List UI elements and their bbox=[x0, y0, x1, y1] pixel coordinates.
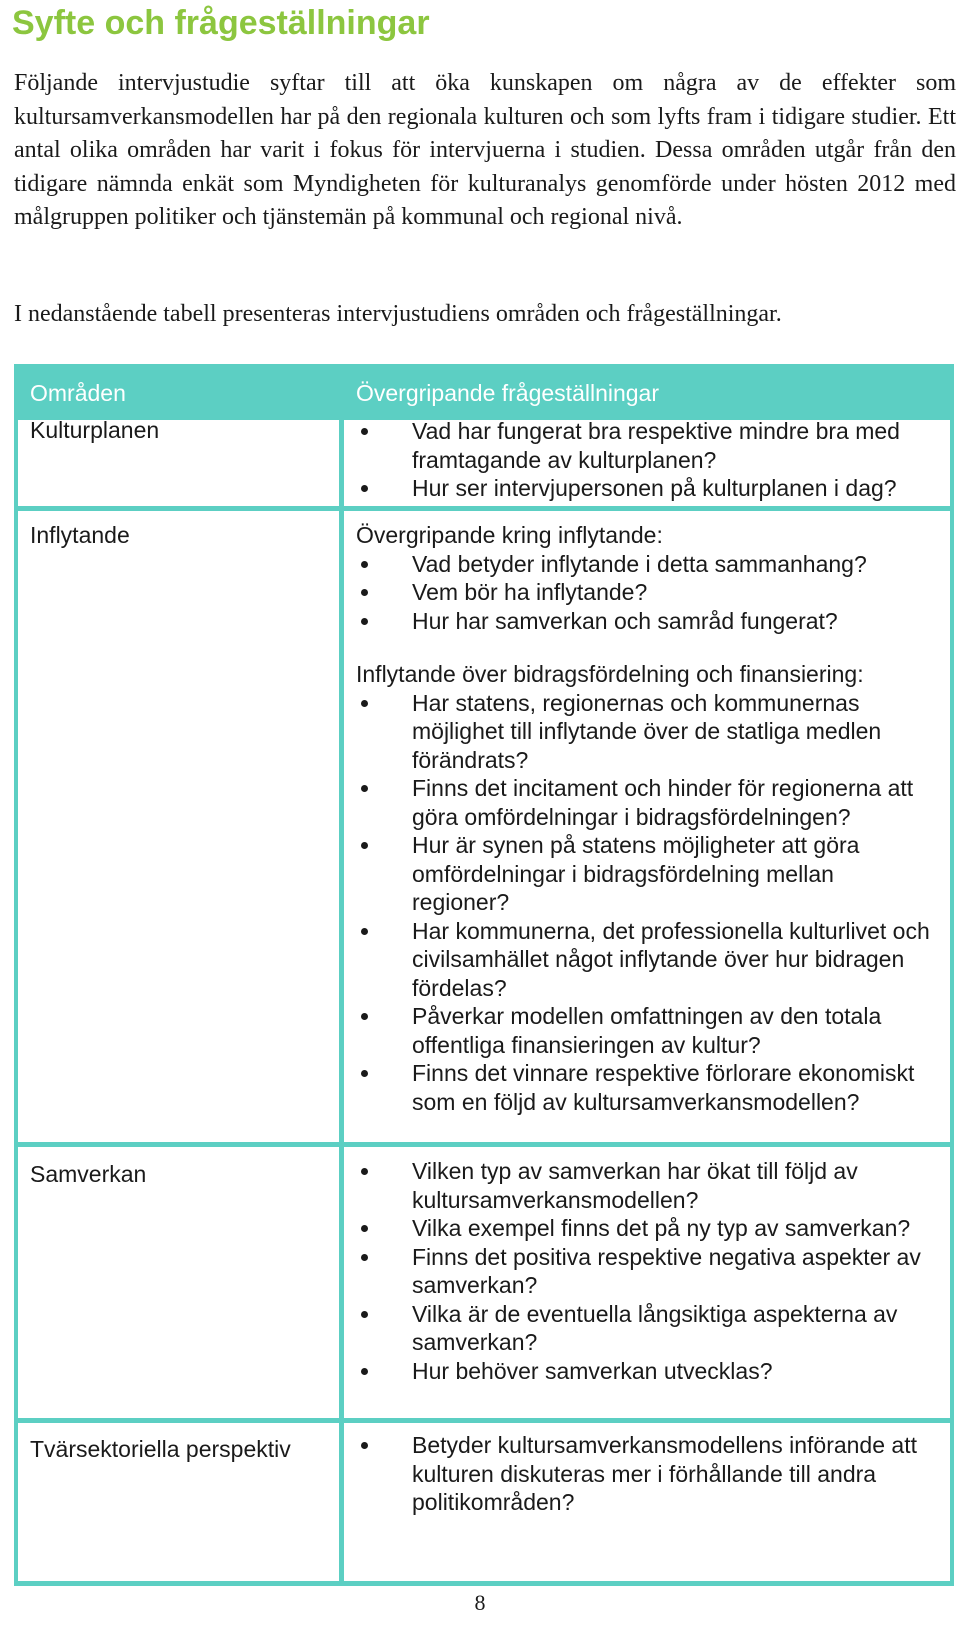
list-item: Finns det positiva respektive negativa aspekter av samverkan? bbox=[356, 1243, 936, 1300]
row-area-inflytande: Inflytande bbox=[30, 522, 130, 548]
list-item: Vilka exempel finns det på ny typ av samverkan? bbox=[356, 1214, 936, 1243]
list-item: Vem bör ha inflytande? bbox=[356, 578, 936, 607]
list-item: Vad har fungerat bra respektive mindre bra med framtagande av kulturplanen? bbox=[356, 417, 936, 474]
list-item: Vad betyder inflytande i detta sammanhang? bbox=[356, 550, 936, 579]
column-divider bbox=[339, 364, 344, 1586]
list-item: Finns det incitament och hinder för regionerna att göra omfördelningar i bidragsfördelningen? bbox=[356, 774, 936, 831]
list-item: Vilka är de eventuella långsiktiga aspekterna av samverkan? bbox=[356, 1300, 936, 1357]
table-intro-paragraph: I nedanstående tabell presenteras intervjustudiens områden och frågeställningar. bbox=[14, 301, 782, 327]
row-divider bbox=[14, 506, 954, 511]
row-area-kulturplanen: Kulturplanen bbox=[30, 417, 160, 443]
list-item: Vilken typ av samverkan har ökat till följd av kultursamverkansmodellen? bbox=[356, 1157, 936, 1214]
row-questions-kulturplanen bbox=[356, 417, 936, 503]
intro-paragraph: Följande intervjustudie syftar till att öka kunskapen om några av de effekter som kultursamverkansmodellen har på den regionala kulturen och som lyfts fram i tidigare studier. Ett antal olika områden har varit i fokus för intervjuerna i studien. Dessa områden utgår från den tidigare nämnda enkät som Myndigheten för kulturanalys genomförde under hösten 2012 med målgruppen politiker och tjänstemän på kommunal och regional nivå. bbox=[14, 70, 956, 230]
table-bottom-border bbox=[14, 1581, 954, 1586]
subheading: Inflytande över bidragsfördelning och finansiering: bbox=[356, 661, 864, 687]
row-divider bbox=[14, 1142, 954, 1147]
row-questions-samverkan bbox=[356, 1157, 936, 1385]
list-item: Betyder kultursamverkansmodellens införande att kulturen diskuteras mer i förhållande till andra politikområden? bbox=[356, 1431, 936, 1517]
list-item: Hur har samverkan och samråd fungerat? bbox=[356, 607, 936, 636]
subheading: Övergripande kring inflytande: bbox=[356, 522, 663, 548]
header-col-questions: Övergripande frågeställningar bbox=[356, 380, 660, 406]
row-area-tvarsektoriella: Tvärsektoriella perspektiv bbox=[30, 1436, 291, 1462]
list-item: Har kommunerna, det professionella kulturlivet och civilsamhället något inflytande över hur bidragen fördelas? bbox=[356, 917, 936, 1003]
questions-table bbox=[14, 364, 954, 1586]
list-item: Påverkar modellen omfattningen av den totala offentliga finansieringen av kultur? bbox=[356, 1002, 936, 1059]
row-area-samverkan: Samverkan bbox=[30, 1161, 147, 1187]
page-number: 8 bbox=[474, 1590, 486, 1615]
row-questions-tvarsektoriella bbox=[356, 1431, 936, 1517]
list-item: Har statens, regionernas och kommunernas möjlighet till inflytande över de statliga medlen förändrats? bbox=[356, 689, 936, 775]
row-divider bbox=[14, 1418, 954, 1423]
header-col-areas: Områden bbox=[30, 380, 126, 406]
list-item: Hur ser intervjupersonen på kulturplanen i dag? bbox=[356, 474, 936, 503]
row-questions-inflytande bbox=[356, 521, 936, 1116]
list-item: Finns det vinnare respektive förlorare ekonomiskt som en följd av kultursamverkansmodellen? bbox=[356, 1059, 936, 1116]
list-item: Hur är synen på statens möjligheter att göra omfördelningar i bidragsfördelning mellan regioner? bbox=[356, 831, 936, 917]
section-title: Syfte och frågeställningar bbox=[12, 4, 430, 42]
list-item: Hur behöver samverkan utvecklas? bbox=[356, 1357, 936, 1386]
